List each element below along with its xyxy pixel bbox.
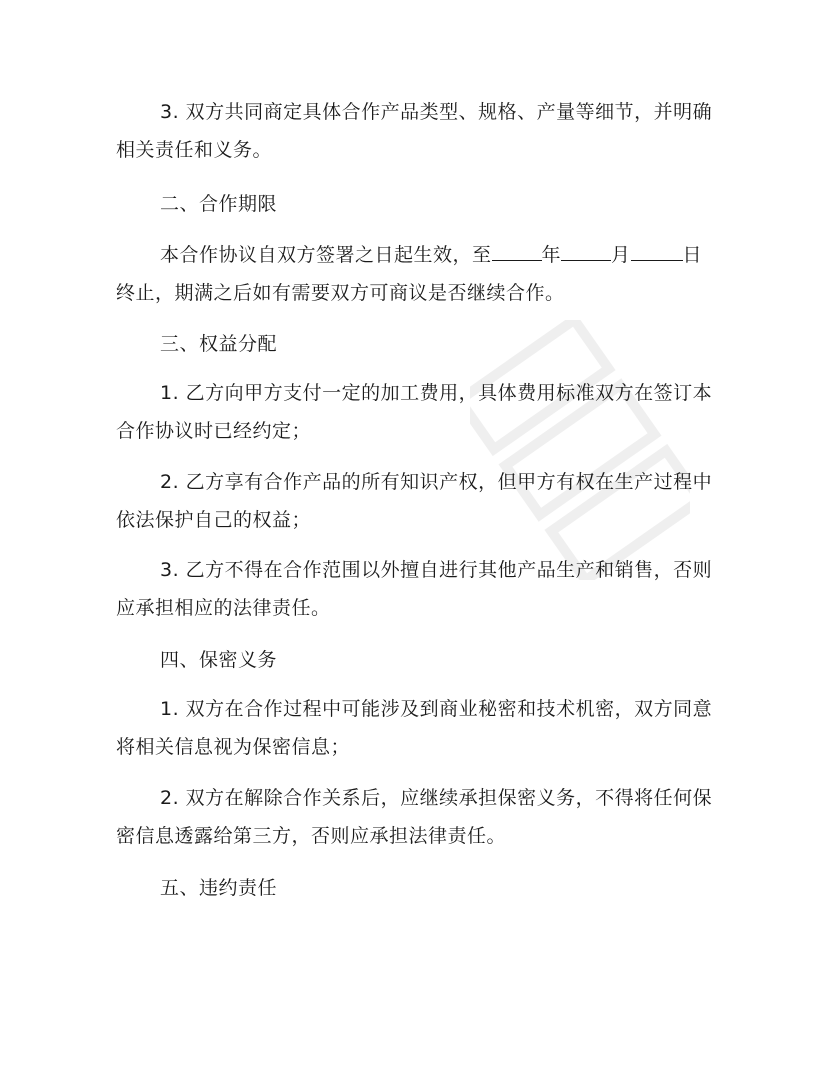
section-heading: 五、违约责任: [160, 877, 278, 899]
paragraph-clause-4-2: [116, 779, 716, 855]
section-heading: 四、保密义务: [160, 649, 278, 671]
month-blank: [561, 236, 611, 261]
paragraph-clause-3-2: [116, 463, 716, 539]
section-heading-breach: [116, 869, 716, 907]
paragraph-clause-3-1: [116, 374, 716, 450]
section-heading-rights: [116, 325, 716, 363]
paragraph-line: 1. 乙方向甲方支付一定的加工费用，具体费用标准双方在签订本: [160, 382, 713, 404]
paragraph-clause-1-3: [116, 93, 716, 169]
day-blank: [631, 236, 683, 261]
paragraph-clause-4-1: [116, 690, 716, 766]
term-text: 本合作协议自双方签署之日起生效，至: [160, 244, 492, 266]
section-heading: 二、合作期限: [160, 193, 278, 215]
paragraph-clause-3-3: [116, 551, 716, 627]
year-blank: [492, 236, 542, 261]
paragraph-line: 3. 双方共同商定具体合作产品类型、规格、产量等细节，并明确: [160, 101, 713, 123]
month-label: 月: [611, 244, 631, 266]
paragraph-line: 密信息透露给第三方，否则应承担法律责任。: [116, 825, 507, 847]
paragraph-line: 相关责任和义务。: [116, 139, 273, 161]
paragraph-line: [116, 236, 716, 274]
section-heading-confidentiality: [116, 641, 716, 679]
paragraph-line: 终止，期满之后如有需要双方可商议是否继续合作。: [116, 282, 565, 304]
paragraph-line: 3. 乙方不得在合作范围以外擅自进行其他产品生产和销售，否则: [160, 559, 713, 581]
year-label: 年: [541, 244, 562, 266]
paragraph-line: 依法保护自己的权益；: [116, 509, 312, 531]
paragraph-line: 应承担相应的法律责任。: [116, 597, 331, 619]
paragraph-line: 将相关信息视为保密信息；: [116, 736, 351, 758]
paragraph-term: [116, 236, 716, 312]
section-heading-term: [116, 185, 716, 223]
paragraph-line: 1. 双方在合作过程中可能涉及到商业秘密和技术机密，双方同意: [160, 698, 713, 720]
paragraph-line: 2. 双方在解除合作关系后，应继续承担保密义务，不得将任何保: [160, 787, 713, 809]
paragraph-line: 合作协议时已经约定；: [116, 420, 312, 442]
paragraph-line: 2. 乙方享有合作产品的所有知识产权，但甲方有权在生产过程中: [160, 471, 713, 493]
day-label: 日: [682, 244, 703, 266]
section-heading: 三、权益分配: [160, 333, 278, 355]
